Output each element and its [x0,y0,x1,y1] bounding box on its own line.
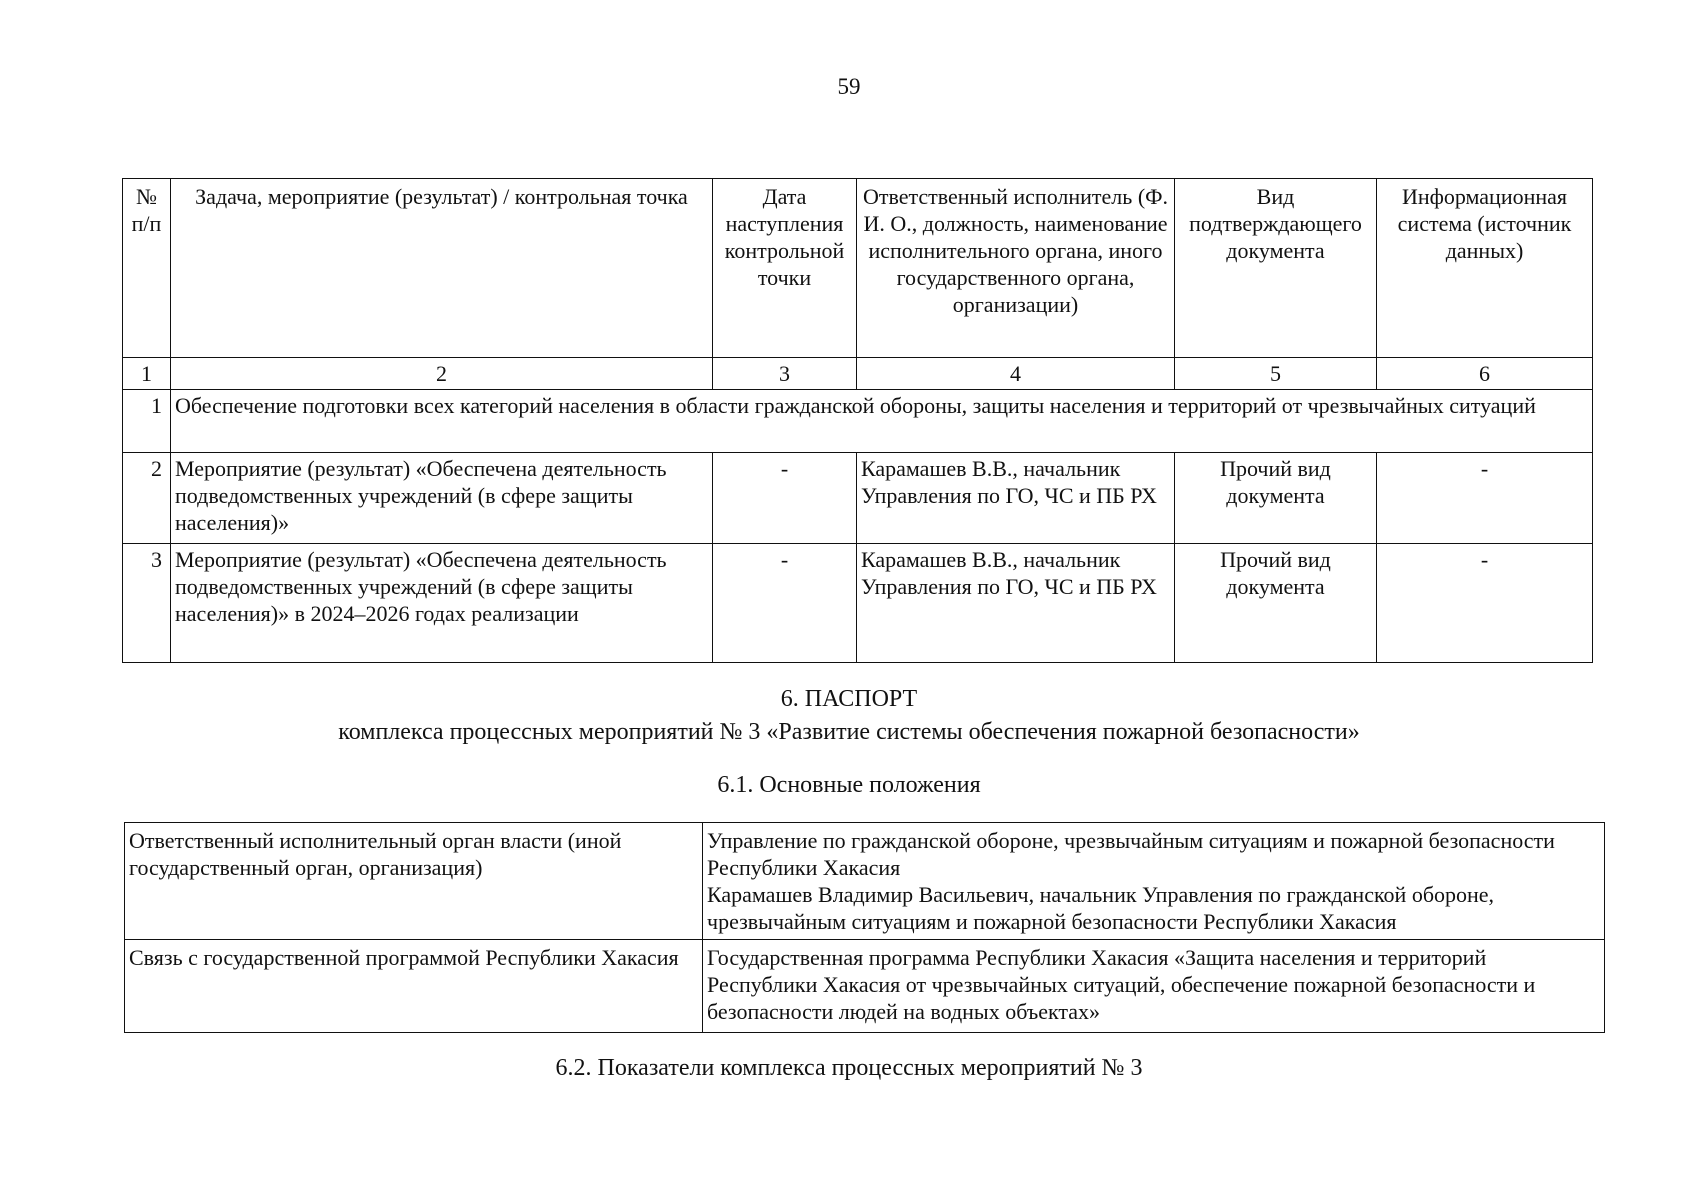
table-row [125,823,1605,940]
header-doc-type: Вид подтверждающего документа [1175,179,1377,358]
provision-label: Ответственный исполнительный орган власти (иной государственный орган, организация) [125,823,703,940]
row-task: Мероприятие (результат) «Обеспечена деятельность подведомственных учреждений (в сфере защиты населения)» в 2024–2026 годах реализации [171,544,713,663]
section-title: Обеспечение подготовки всех категорий населения в области гражданской обороны, защиты населения и территорий от чрезвычайных ситуаций [171,390,1593,453]
header-date: Дата наступления контрольной точки [713,179,857,358]
row-task: Мероприятие (результат) «Обеспечена деятельность подведомственных учреждений (в сфере защиты населения)» [171,453,713,544]
row-date: - [713,544,857,663]
row-doc-type: Прочий вид документа [1175,453,1377,544]
column-number: 4 [857,358,1175,390]
passport-title: 6. ПАСПОРТ [780,686,918,712]
table-header-row [123,179,1593,358]
basic-provisions-table [124,822,1605,1033]
column-number: 1 [123,358,171,390]
column-number: 5 [1175,358,1377,390]
provision-value [703,823,1605,940]
row-info-system: - [1377,544,1593,663]
row-responsible: Карамашев В.В., начальник Управления по ГО, ЧС и ПБ РХ [857,453,1175,544]
provision-value-line: Управление по гражданской обороне, чрезвычайным ситуациям и пожарной безопасности Республики Хакасия [707,828,1555,880]
column-number: 6 [1377,358,1593,390]
header-info-system: Информационная система (источник данных) [1377,179,1593,358]
row-number: 3 [123,544,171,663]
header-responsible: Ответственный исполнитель (Ф. И. О., должность, наименование исполнительного органа, иного государственного органа, организации) [857,179,1175,358]
header-num: № п/п [123,179,171,358]
page-number: 59 [837,74,861,99]
row-number: 2 [123,453,171,544]
column-numbers-row [123,358,1593,390]
passport-subtitle: комплекса процессных мероприятий № 3 «Развитие системы обеспечения пожарной безопасности» [338,719,1360,745]
section-row [123,390,1593,453]
row-date: - [713,453,857,544]
row-info-system: - [1377,453,1593,544]
section-number: 1 [123,390,171,453]
header-task: Задача, мероприятие (результат) / контрольная точка [171,179,713,358]
table-row [125,940,1605,1033]
column-number: 2 [171,358,713,390]
section-heading-6-2: 6.2. Показатели комплекса процессных мероприятий № 3 [555,1055,1143,1081]
table-row [123,453,1593,544]
control-points-table [122,178,1593,663]
provision-value: Государственная программа Республики Хакасия «Защита населения и территорий Республики Хакасия от чрезвычайных ситуаций, обеспечение пожарной безопасности и безопасности людей на водных объектах» [703,940,1605,1033]
row-responsible: Карамашев В.В., начальник Управления по ГО, ЧС и ПБ РХ [857,544,1175,663]
section-heading-6-1: 6.1. Основные положения [717,772,981,798]
table-row [123,544,1593,663]
column-number: 3 [713,358,857,390]
provision-value-line: Карамашев Владимир Васильевич, начальник Управления по гражданской обороне, чрезвычайным ситуациям и пожарной безопасности Республики Хакасия [707,882,1495,934]
row-doc-type: Прочий вид документа [1175,544,1377,663]
provision-label: Связь с государственной программой Республики Хакасия [125,940,703,1033]
